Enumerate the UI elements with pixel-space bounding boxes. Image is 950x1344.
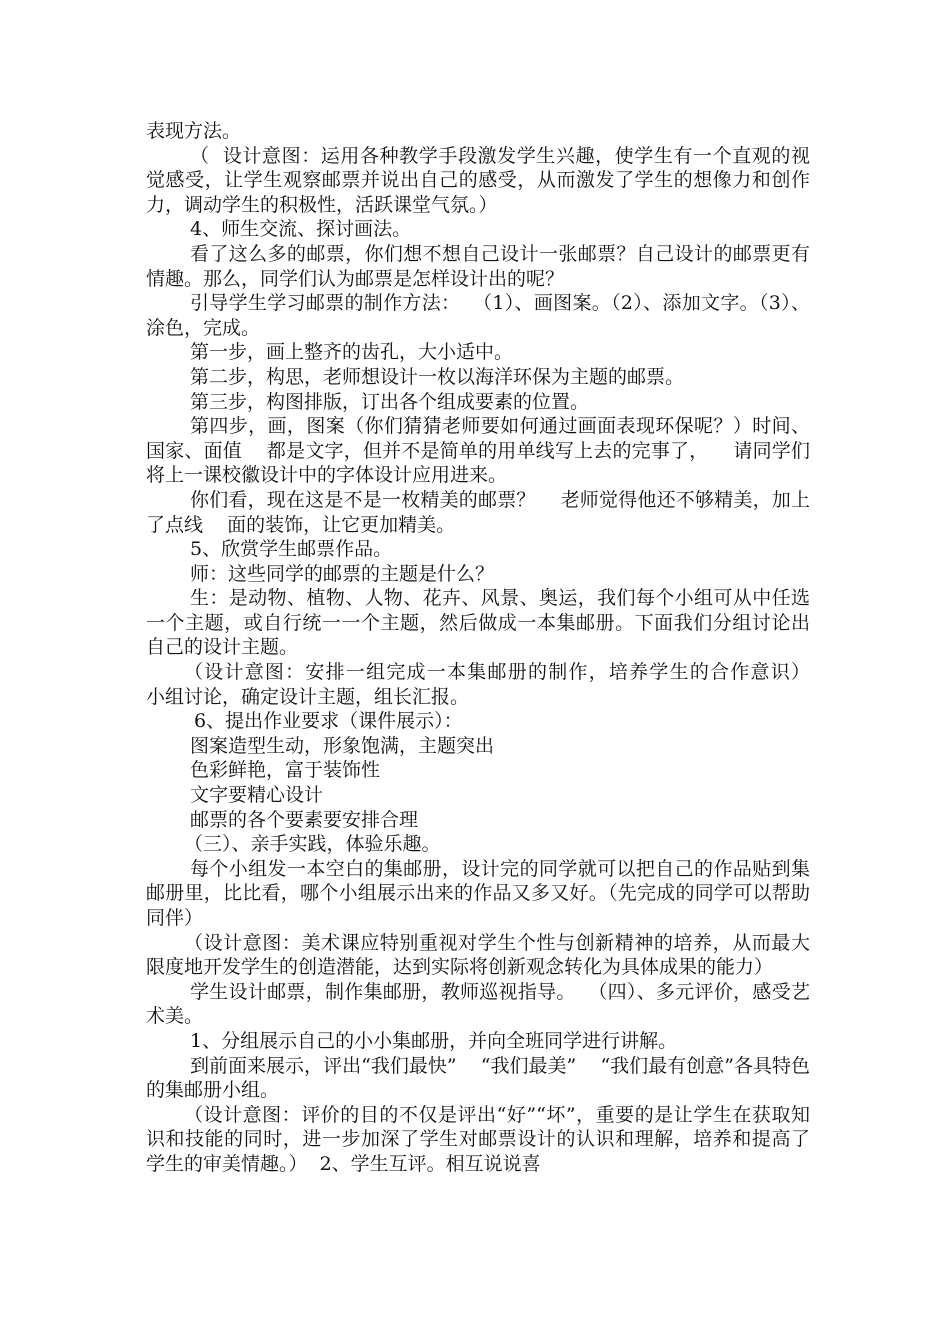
- paragraph: 图案造型生动，形象饱满，主题突出: [190, 734, 495, 757]
- paragraph: 到前面来展示，评出“我们最快” “我们最美” “我们最有创意”各具特色的集邮册小组。: [146, 1054, 810, 1102]
- document-body: [146, 119, 835, 1177]
- paragraph: （设计意图：评价的目的不仅是评出“好”“坏”，重要的是让学生在获取知识和技能的同时，进一步加深了学生对邮票设计的认识和理解，培养和提高了学生的审美情趣。） 2、学生互评。相互说说喜: [146, 1103, 810, 1175]
- paragraph: 1、分组展示自己的小小集邮册，并向全班同学进行讲解。: [190, 1029, 678, 1052]
- paragraph: 引导学生学习邮票的制作方法： （1）、画图案。（2）、添加文字。（3）、涂色，完成。: [146, 292, 810, 339]
- paragraph: 5、欣赏学生邮票作品。: [190, 538, 393, 561]
- paragraph: 师：这些同学的邮票的主题是什么？: [190, 562, 495, 585]
- paragraph: 邮票的各个要素要安排合理: [190, 808, 419, 831]
- paragraph: 每个小组发一本空白的集邮册，设计完的同学就可以把自己的作品贴到集邮册里，比比看，哪个小组展示出来的作品又多又好。（先完成的同学可以帮助同伴）: [146, 857, 810, 929]
- paragraph: 学生设计邮票，制作集邮册，教师巡视指导。 （四）、多元评价，感受艺术美。: [146, 980, 810, 1028]
- paragraph: （设计意图：安排一组完成一本集邮册的制作，培养学生的合作意识） 小组讨论，确定设计主题，组长汇报。: [146, 661, 835, 708]
- paragraph: 文字要精心设计: [190, 784, 324, 807]
- paragraph: （设计意图：美术课应特别重视对学生个性与创新精神的培养，从而最大限度地开发学生的创造潜能，达到实际将创新观念转化为具体成果的能力）: [146, 931, 810, 979]
- paragraph: 第二步，构思，老师想设计一枚以海洋环保为主题的邮票。: [190, 365, 685, 388]
- paragraph: （ 设计意图：运用各种教学手段激发学生兴趣，使学生有一个直观的视觉感受，让学生观察邮票并说出自己的感受，从而激发了学生的想像力和创作力，调动学生的积极性，活跃课堂气氛。）: [146, 144, 810, 216]
- paragraph: 色彩鲜艳，富于装饰性: [190, 759, 381, 782]
- paragraph: 6、提出作业要求（课件展示）：: [194, 710, 463, 733]
- paragraph: 生：是动物、植物、人物、花卉、风景、奥运，我们每个小组可从中任选一个主题，或自行统一一个主题，然后做成一本集邮册。下面我们分组讨论出自己的设计主题。: [146, 587, 810, 659]
- paragraph: 第四步，画，图案（你们猜猜老师要如何通过画面表现环保呢？）时间、国家、面值 都是文字，但并不是简单的用单线写上去的完事了， 请同学们将上一课校徽设计中的字体设计应用进来。: [146, 415, 810, 487]
- paragraph: 表现方法。: [146, 120, 242, 142]
- paragraph: （三）、亲手实践，体验乐趣。: [184, 833, 441, 856]
- paragraph: 4、师生交流、探讨画法。: [190, 218, 412, 241]
- paragraph: 第一步，画上整齐的齿孔，大小适中。: [190, 341, 514, 364]
- paragraph: 你们看，现在这是不是一枚精美的邮票？ 老师觉得他还不够精美，加上了点线 面的装饰，让它更加精美。: [146, 488, 810, 536]
- paragraph: 第三步，构图排版，订出各个组成要素的位置。: [190, 390, 590, 413]
- paragraph: 看了这么多的邮票，你们想不想自己设计一张邮票？自己设计的邮票更有情趣。那么，同学们认为邮票是怎样设计出的呢？: [146, 242, 810, 290]
